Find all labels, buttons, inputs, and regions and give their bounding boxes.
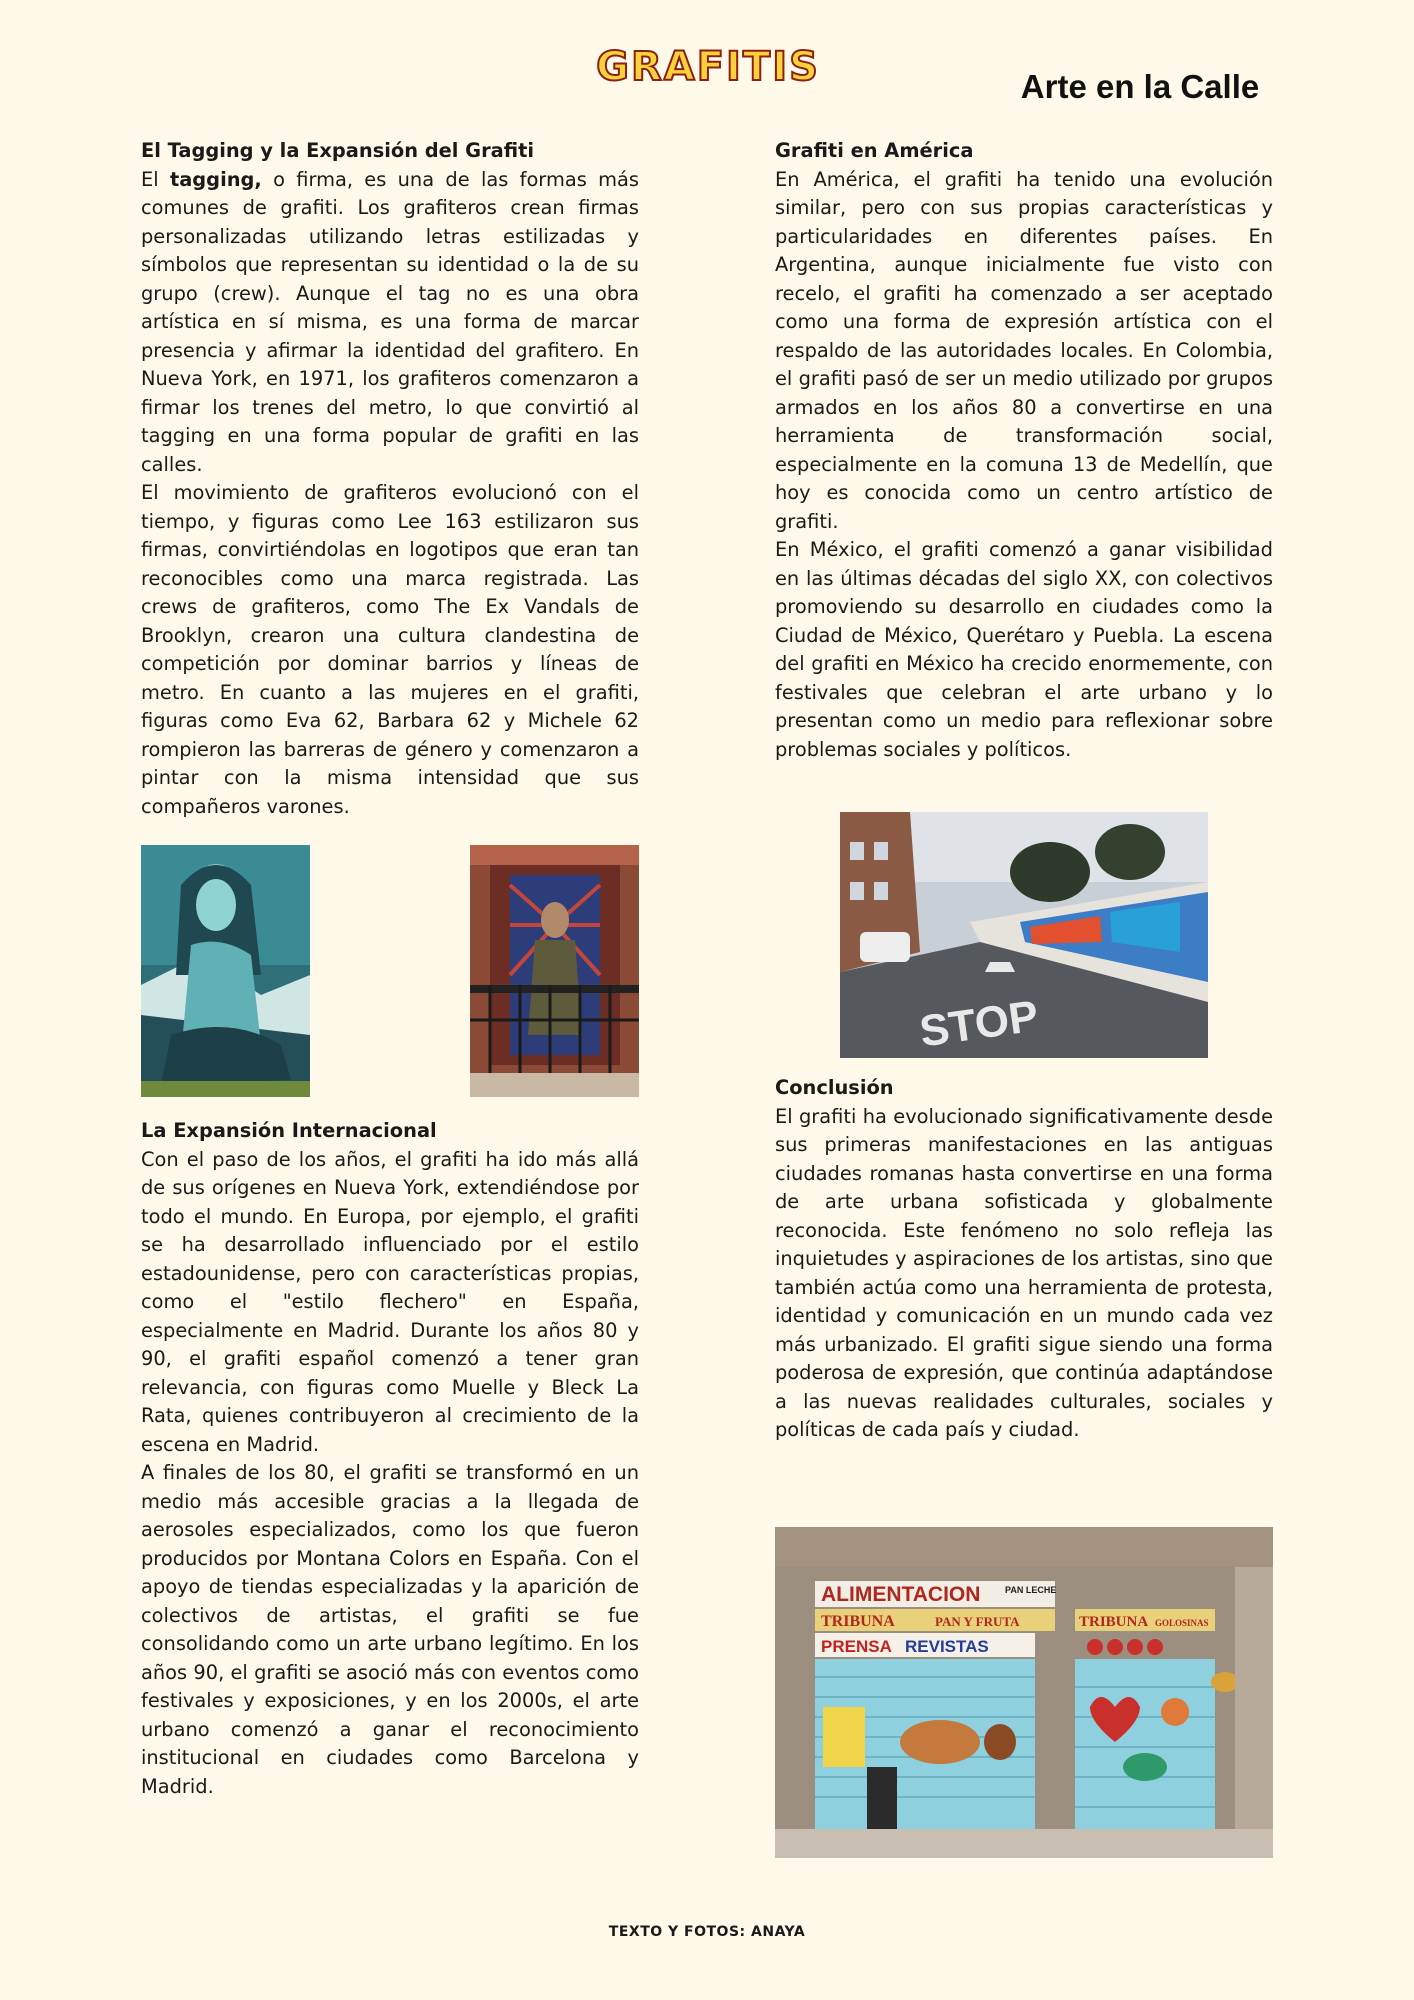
sign-revistas: REVISTAS [905, 1637, 989, 1656]
paragraph: A finales de los 80, el grafiti se transformó en un medio más accesible gracias a la llegada de aerosoles especializados, como los que fueron producidos por Montana Colors en España. Con el apoyo de tiendas especializadas y la aparición de colectivos de artistas, el grafiti se fue consolidando como un arte urbano legítimo. En los años 90, el grafiti se asoció más con eventos como festivales y exposiciones, y en los 2000s, el arte urbano comenzó a ganar el reconocimiento institucional en ciudades como Barcelona y Madrid. [141, 1461, 639, 1798]
article-section-america [775, 137, 1273, 764]
paragraph: En América, el grafiti ha tenido una evolución similar, pero con sus propias características y particularidades en diferentes países. En Argentina, aunque inicialmente fue visto con recelo, el grafiti ha comenzado a ser aceptado como una forma de expresión artística con el respaldo de las autoridades locales. En Colombia, el grafiti pasó de ser un medio utilizado por grupos armados en los años 80 a convertirse en una herramienta de transformación social, especialmente en la comuna 13 de Medellín, que hoy es conocida como un centro artístico de grafiti. [775, 167, 1273, 533]
paragraph-text: o firma, es una de las formas más comunes de grafiti. Los grafiteros crean firmas personalizadas utilizando letras estilizadas y símbolos que representan su identidad o la de su grupo (crew). Aunque el tag no es una obra artística en sí misma, es una forma de marcar presencia y afirmar la identidad del grafitero. En Nueva York, en 1971, los grafiteros comenzaron a firmar los trenes del metro, lo que convirtió al tagging en una forma popular de grafiti en las calles. [141, 167, 639, 476]
paragraph: El movimiento de grafiteros evolucionó con el tiempo, y figuras como Lee 163 estilizaron sus firmas, convirtiéndolas en logotipos que eran tan reconocibles como una marca registrada. Las crews de grafiteros, como The Ex Vandals de Brooklyn, crearon una cultura clandestina de competición por dominar barrios y líneas de metro. En cuanto a las mujeres en el grafiti, figuras como Eva 62, Barbara 62 y Michele 62 rompieron las barreras de género y comenzaron a pintar con la misma intensidad que sus compañeros varones. [141, 481, 639, 818]
painted-door-photo [470, 845, 639, 1097]
section-heading: El Tagging y la Expansión del Grafiti [141, 139, 535, 162]
paragraph: En México, el grafiti comenzó a ganar visibilidad en las últimas décadas del siglo XX, con colectivos promoviendo su desarrollo en ciudades como la Ciudad de México, Querétaro y Puebla. La escena del grafiti en México ha crecido enormemente, con festivales que celebran el arte urbano y lo presentan como un medio para reflexionar sobre problemas sociales y políticos. [775, 538, 1273, 761]
sign-tribuna-2: TRIBUNA [1079, 1614, 1149, 1630]
page-title: GRAFITIS [596, 44, 820, 90]
article-section-conclusion [775, 1074, 1273, 1445]
mural-woman-photo [141, 845, 310, 1097]
sign-pan-fruta: PAN Y FRUTA [935, 1614, 1020, 1629]
sign-tribuna: TRIBUNA [821, 1613, 895, 1630]
street-graffiti-photo [840, 812, 1208, 1058]
sign-alimentacion: ALIMENTACION [821, 1583, 981, 1606]
article-section-expansion [141, 1117, 639, 1801]
section-heading: La Expansión Internacional [141, 1119, 437, 1142]
section-heading: Grafiti en América [775, 139, 974, 162]
sign-golosinas: GOLOSINAS [1155, 1618, 1209, 1628]
paragraph: Con el paso de los años, el grafiti ha ido más allá de sus orígenes en Nueva York, extendiéndose por todo el mundo. En Europa, por ejemplo, el grafiti se ha desarrollado influenciado por el estilo estadounidense, pero con características propias, como el "estilo flechero" en España, especialmente en Madrid. Durante los años 80 y 90, el grafiti español comenzó a tener gran relevancia, con figuras como Muelle y Bleck La Rata, quienes contribuyeron al crecimiento de la escena en Madrid. [141, 1147, 639, 1456]
photo-credit: TEXTO Y FOTOS: ANAYA [608, 1924, 806, 1940]
section-heading: Conclusión [775, 1076, 894, 1099]
paragraph-text: El [141, 167, 170, 191]
storefront-graffiti-photo [775, 1527, 1273, 1858]
sign-prensa: PRENSA [821, 1637, 892, 1656]
page-subtitle: Arte en la Calle [1020, 68, 1260, 105]
paragraph: El grafiti ha evolucionado significativamente desde sus primeras manifestaciones en las antiguas ciudades romanas hasta convertirse en una forma de arte urbana sofisticada y globalmente reconocida. Este fenómeno no solo refleja las inquietudes y aspiraciones de los artistas, sino que también actúa como una herramienta de protesta, identidad y comunicación en un mundo cada vez más urbanizado. El grafiti sigue siendo una forma poderosa de expresión, que continúa adaptándose a las nuevas realidades culturales, sociales y políticas de cada país y ciudad. [775, 1104, 1273, 1441]
bold-term: tagging, [169, 167, 262, 191]
article-section-tagging [141, 137, 639, 821]
road-stop-text: STOP [916, 991, 1042, 1057]
paragraph [141, 166, 639, 480]
sign-pan-leche: PAN LECHE [1005, 1585, 1057, 1595]
